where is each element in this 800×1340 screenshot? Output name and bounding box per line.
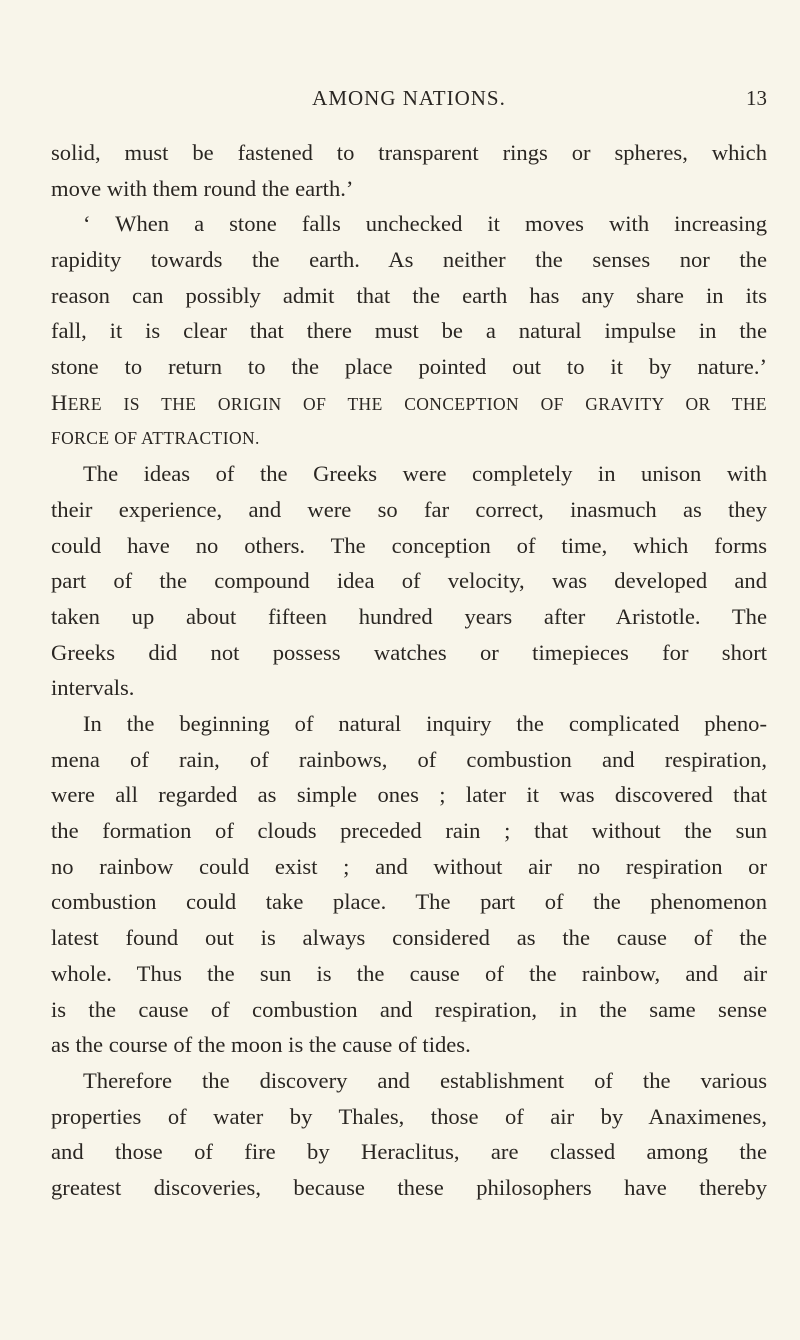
text-line: were all regarded as simple ones ; later it was discovered that — [51, 782, 767, 808]
text-line: stone to return to the place pointed out to it by nature.’ — [51, 354, 767, 380]
text-line: greatest discoveries, because these philosophers have thereby — [51, 1174, 767, 1200]
text-line: move with them round the earth.’ — [51, 175, 354, 201]
text-line: whole. Thus the sun is the cause of the rainbow, and air — [51, 960, 767, 986]
text-line: taken up about fifteen hundred years after Aristotle. The — [51, 603, 767, 629]
text-line: The ideas of the Greeks were completely in unison with — [83, 461, 767, 487]
text-line: Therefore the discovery and establishment of the various — [83, 1067, 767, 1093]
text-line: solid, must be fastened to transparent rings or spheres, which — [51, 140, 767, 165]
text-line: rapidity towards the earth. As neither the senses nor the — [51, 247, 767, 273]
text-line: as the course of the moon is the cause of tides. — [51, 1032, 471, 1058]
text-line: could have no others. The conception of time, which forms — [51, 532, 767, 558]
text-line: no rainbow could exist ; and without air no respiration or — [51, 853, 767, 879]
text-line: latest found out is always considered as the cause of the — [51, 925, 767, 951]
text-line: HERE IS THE ORIGIN OF THE CONCEPTION OF GRAVITY OR THE — [51, 389, 767, 415]
text-line: Greeks did not possess watches or timepieces for short — [51, 639, 767, 665]
text-line: combustion could take place. The part of the phenomenon — [51, 889, 767, 915]
text-line: intervals. — [51, 675, 135, 701]
text-line: part of the compound idea of velocity, was developed and — [51, 568, 767, 594]
page-number: 13 — [746, 86, 767, 110]
body-text — [51, 135, 767, 1206]
text-line: properties of water by Thales, those of air by Anaximenes, — [51, 1103, 767, 1129]
text-line: reason can possibly admit that the earth has any share in its — [51, 282, 767, 308]
running-head — [51, 86, 767, 126]
text-line: and those of fire by Heraclitus, are classed among the — [51, 1139, 767, 1165]
running-title: AMONG NATIONS. — [312, 86, 506, 110]
text-line: ‘ When a stone falls unchecked it moves with increasing — [83, 211, 767, 237]
text-line: FORCE OF ATTRACTION. — [51, 427, 260, 448]
text-line: the formation of clouds preceded rain ; that without the sun — [51, 818, 767, 844]
text-line: fall, it is clear that there must be a natural impulse in the — [51, 318, 767, 344]
text-line: is the cause of combustion and respiration, in the same sense — [51, 996, 767, 1022]
text-line: In the beginning of natural inquiry the complicated pheno- — [83, 711, 767, 736]
text-line: their experience, and were so far correct, inasmuch as they — [51, 496, 767, 522]
text-line: mena of rain, of rainbows, of combustion and respiration, — [51, 746, 767, 772]
